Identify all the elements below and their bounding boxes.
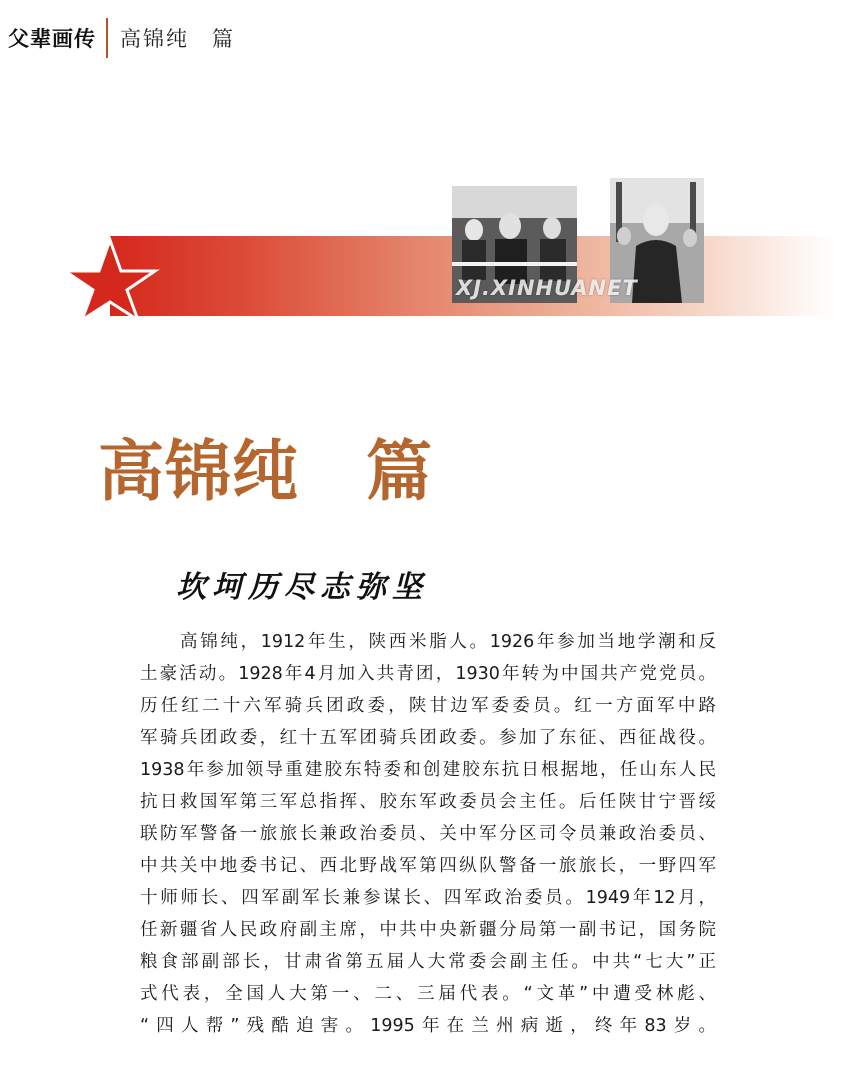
header-divider [106,18,108,58]
section-heading: 坎坷历尽志弥坚 [176,570,428,605]
body-line: 中共关中地委书记、西北野战军第四纵队警备一旅旅长，一野四军 [140,856,716,876]
body-line: 十师师长、四军副军长兼参谋长、四军政治委员。1949年12月， [140,888,716,908]
body-line: 联防军警备一旅旅长兼政治委员、关中军分区司令员兼政治委员、 [140,824,716,844]
watermark-text: XJ.XINHUANET [456,276,638,300]
main-title: 高锦纯 篇 [98,433,433,510]
body-line: 土豪活动。1928年4月加入共青团，1930年转为中国共产党党员。 [140,664,716,684]
series-title: 父辈画传 [8,27,96,51]
red-star-icon [60,236,160,322]
body-line: 1938年参加领导重建胶东特委和创建胶东抗日根据地，任山东人民 [140,760,716,780]
body-line: 式代表，全国人大第一、二、三届代表。“文革”中遭受林彪、 [140,984,716,1004]
body-line: 任新疆省人民政府副主席，中共中央新疆分局第一副书记，国务院 [140,920,716,940]
body-line: 粮食部副部长，甘肃省第五届人大常委会副主任。中共“七大”正 [140,952,716,972]
page-header [8,18,235,58]
body-line: 抗日救国军第三军总指挥、胶东军政委员会主任。后任陕甘宁晋绥 [140,792,716,812]
body-line: 历任红二十六军骑兵团政委，陕甘边军委委员。红一方面军中路 [140,696,716,716]
biography-text [140,626,716,1042]
body-line: “四人帮”残酷迫害。1995年在兰州病逝，终年83岁。 [140,1016,716,1036]
header-subtitle: 高锦纯 篇 [120,27,235,51]
body-line: 军骑兵团政委，红十五军团骑兵团政委。参加了东征、西征战役。 [140,728,716,748]
body-line: 高锦纯，1912年生，陕西米脂人。1926年参加当地学潮和反 [180,632,716,652]
